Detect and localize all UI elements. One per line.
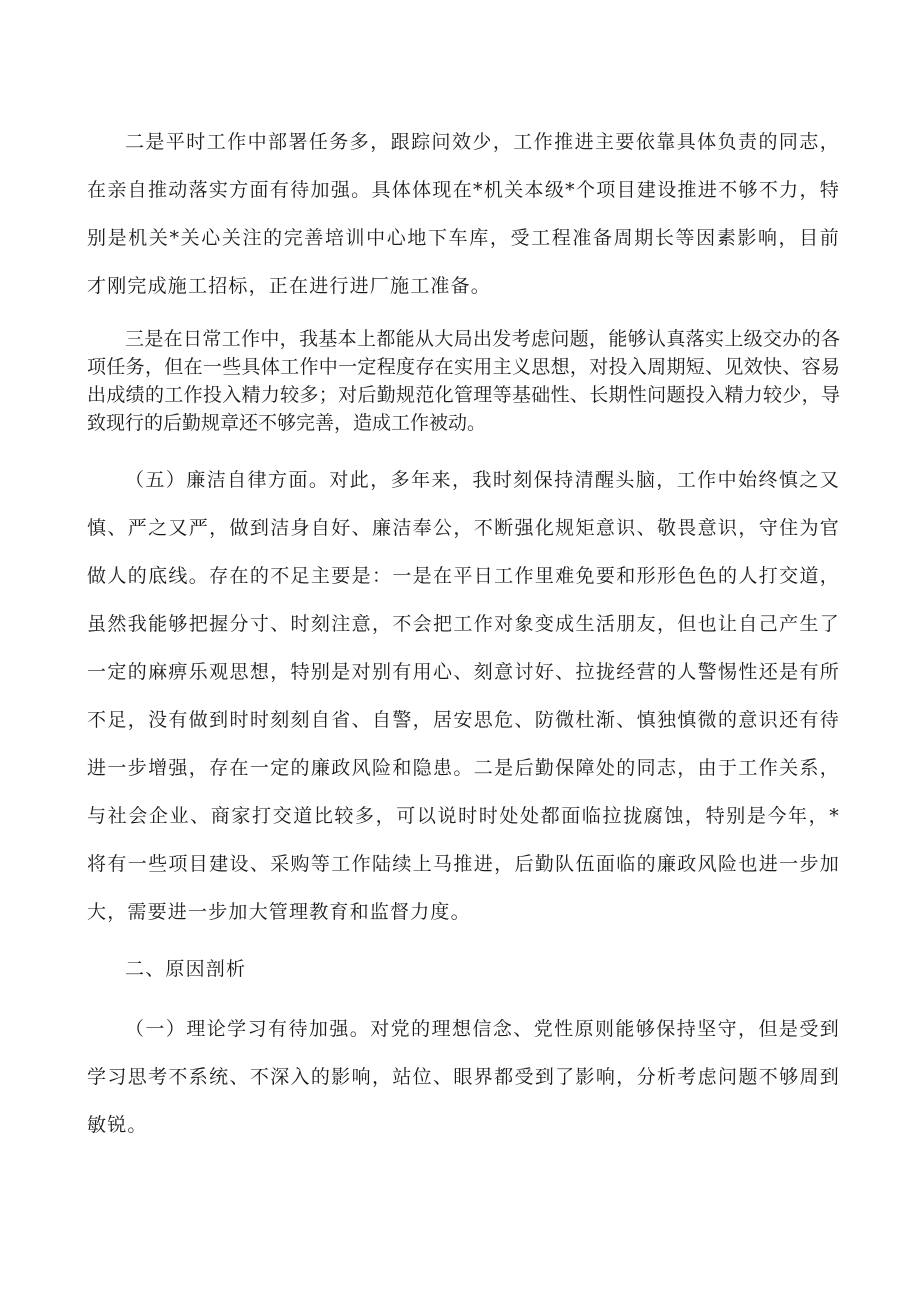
paragraph-daily-work: 三是在日常工作中，我基本上都能从大局出发考虑问题，能够认真落实上级交办的各项任务，但在一些具体工作中一定程度存在实用主义思想，对投入周期短、见效快、容易出成绩的工作投入精力较多；对后勤规范化管理等基础性、长期性问题投入精力较少，导致现行的后勤规章还不够完善，造成工作被动。 xyxy=(87,328,840,434)
section-heading-cause-analysis: 二、原因剖析 xyxy=(125,958,247,980)
paragraph-theory-study: （一）理论学习有待加强。对党的理想信念、党性原则能够保持坚守，但是受到学习思考不系统、不深入的影响，站位、眼界都受到了影响，分析考虑问题不够周到敏锐。 xyxy=(87,1018,840,1136)
paragraph-task-followup: 二是平时工作中部署任务多，跟踪问效少，工作推进主要依靠具体负责的同志，在亲自推动落实方面有待加强。具体体现在*机关本级*个项目建设推进不够不力，特别是机关*关心关注的完善培训中心地下车库，受工程准备周期长等因素影响，目前才刚完成施工招标，正在进行进厂施工准备。 xyxy=(87,131,840,297)
paragraph-integrity: （五）廉洁自律方面。对此，多年来，我时刻保持清醒头脑，工作中始终慎之又慎、严之又严，做到洁身自好、廉洁奉公，不断强化规矩意识、敬畏意识，守住为官做人的底线。存在的不足主要是：一是在平日工作里难免要和形形色色的人打交道，虽然我能够把握分寸、时刻注意，不会把工作对象变成生活朋友，但也让自己产生了一定的麻痹乐观思想，特别是对别有用心、刻意讨好、拉拢经营的人警惕性还是有所不足，没有做到时时刻刻自省、自警，居安思危、防微杜渐、慎独慎微的意识还有待进一步增强，存在一定的廉政风险和隐患。二是后勤保障处的同志，由于工作关系，与社会企业、商家打交道比较多，可以说时时处处都面临拉拢腐蚀，特别是今年，*将有一些项目建设、采购等工作陆续上马推进，后勤队伍面临的廉政风险也进一步加大，需要进一步加大管理教育和监督力度。 xyxy=(87,469,840,923)
